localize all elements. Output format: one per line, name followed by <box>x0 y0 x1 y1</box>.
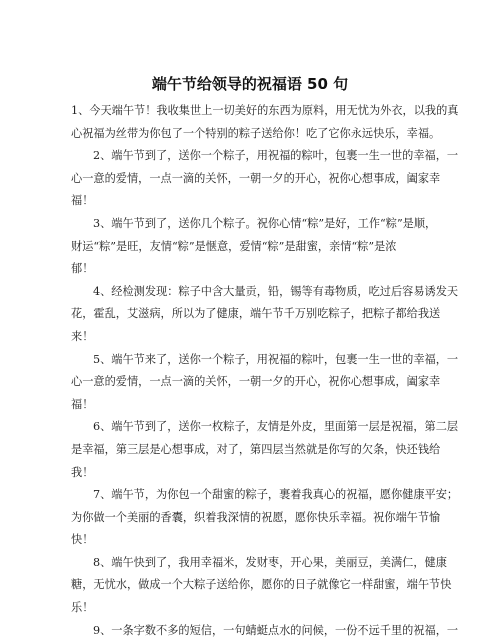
paragraph-6 <box>71 416 459 484</box>
paragraph-line: 6、端午节到了，送你一枚粽子，友情是外皮，里面第一层是祝福，第二层 <box>93 420 459 434</box>
paragraph-line: 2、端午节到了，送你一个粽子，用祝福的粽叶，包裹一生一世的幸福，一 <box>93 149 459 163</box>
paragraph-7 <box>71 484 459 552</box>
paragraph-line: 花，霍乱，艾滋病，所以为了健康，端午节千万别吃粽子，把粽子都给我送 <box>71 307 441 321</box>
paragraph-line: 心一意的爱情，一点一滴的关怀，一朝一夕的开心，祝你心想事成，阖家幸 <box>71 375 441 389</box>
paragraph-line: 为你做一个美丽的香囊，织着我深情的祝愿，愿你快乐幸福。祝你端午节愉 <box>71 510 441 524</box>
paragraph-2 <box>71 145 459 213</box>
paragraph-line: 郁！ <box>71 262 94 276</box>
paragraph-line: 5、端午节来了，送你一个粽子，用祝福的粽叶，包裹一生一世的幸福，一 <box>93 352 459 366</box>
paragraph-line: 7、端午节，为你包一个甜蜜的粽子，裹着我真心的祝福，愿你健康平安； <box>93 488 459 502</box>
paragraph-line: 心祝福为丝带为你包了一个特别的粽子送给你！吃了它你永远快乐，幸福。 <box>71 126 441 140</box>
paragraph-4 <box>71 281 459 349</box>
document-body <box>71 100 459 642</box>
paragraph-line: 财运“粽”是旺，友情“粽”是惬意，爱情“粽”是甜蜜，亲情“粽”是浓 <box>71 239 397 253</box>
paragraph-line: 是幸福，第三层是心想事成，对了，第四层当然就是你写的欠条，快还钱给 <box>71 442 441 456</box>
paragraph-line: 8、端午快到了，我用幸福米，发财枣，开心果，美丽豆，美满仁，健康 <box>93 555 447 569</box>
paragraph-1 <box>71 100 459 145</box>
paragraph-line: 4、经检测发现：粽子中含大量贡，铅，锡等有毒物质，吃过后容易诱发天 <box>93 284 459 298</box>
paragraph-line: 9、一条字数不多的短信，一句蜻蜓点水的问候，一份不远千里的祝福，一 <box>93 623 459 637</box>
paragraph-line: 3、端午节到了，送你几个粽子。祝你心情“粽”是好，工作“粽”是顺， <box>93 216 437 230</box>
paragraph-line: 糖，无忧水，做成一个大粽子送给你，愿你的日子就像它一样甜蜜，端午节快 <box>71 578 452 592</box>
paragraph-line: 福！ <box>71 194 94 208</box>
paragraph-line: 来！ <box>71 329 94 343</box>
paragraph-line: 福！ <box>71 397 94 411</box>
paragraph-line: 心一意的爱情，一点一滴的关怀，一朝一夕的开心，祝你心想事成，阖家幸 <box>71 171 441 185</box>
paragraph-line: 我！ <box>71 465 94 479</box>
paragraph-3 <box>71 213 437 281</box>
paragraph-line: 快！ <box>71 533 94 547</box>
paragraph-line: 乐！ <box>71 601 94 615</box>
paragraph-8 <box>71 552 452 620</box>
document-title: 端午节给领导的祝福语 50 句 <box>151 75 349 93</box>
paragraph-5 <box>71 349 459 417</box>
paragraph-9 <box>71 620 459 642</box>
paragraph-line: 1、今天端午节！我收集世上一切美好的东西为原料，用无忧为外衣，以我的真 <box>71 104 459 117</box>
